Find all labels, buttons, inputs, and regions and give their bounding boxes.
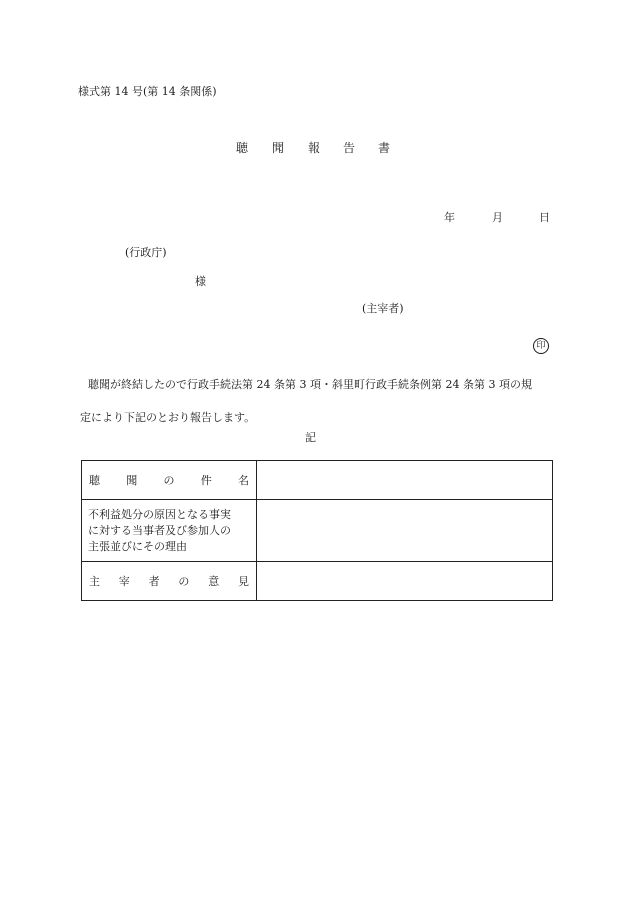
facts-label-line-3: 主張並びにその理由 xyxy=(88,539,187,553)
table-label-facts-claims xyxy=(82,500,257,562)
presider-opinion-label: 主 宰 者 の 意 見 xyxy=(89,575,249,588)
report-body xyxy=(80,368,555,434)
seal-icon: 印 xyxy=(533,338,549,354)
date-month-label: 月 xyxy=(492,211,503,224)
table-label-hearing-subject xyxy=(82,461,257,500)
hearing-subject-field[interactable] xyxy=(257,461,553,500)
form-number: 様式第 14 号(第 14 条関係) xyxy=(78,85,217,98)
presider-opinion-field[interactable] xyxy=(257,562,553,601)
title-char-5: 書 xyxy=(378,141,391,155)
title-char-3: 報 xyxy=(308,141,321,155)
body-line-2: 定により下記のとおり報告します。 xyxy=(80,411,256,424)
date-day-label: 日 xyxy=(539,211,550,224)
ki-heading: 記 xyxy=(305,431,316,444)
addressee-agency: (行政庁) xyxy=(125,246,167,259)
facts-label-line-1: 不利益処分の原因となる事実 xyxy=(88,507,231,521)
table-row xyxy=(82,562,553,601)
document-title xyxy=(0,142,630,156)
table-row xyxy=(82,500,553,562)
hearing-subject-label: 聴 聞 の 件 名 xyxy=(89,474,249,487)
facts-label-line-2: に対する当事者及び参加人の xyxy=(88,523,231,537)
addressee-honorific: 様 xyxy=(195,275,206,288)
title-char-4: 告 xyxy=(343,141,356,155)
table-label-presider-opinion xyxy=(82,562,257,601)
table-row xyxy=(82,461,553,500)
title-char-2: 聞 xyxy=(272,141,285,155)
presider-label: (主宰者) xyxy=(362,302,404,315)
date-year-label: 年 xyxy=(444,211,455,224)
report-table xyxy=(81,460,553,601)
facts-claims-field[interactable] xyxy=(257,500,553,562)
title-char-1: 聴 xyxy=(236,141,249,155)
body-line-1: 聴聞が終結したので行政手続法第 24 条第 3 項・斜里町行政手続条例第 24 条第 3 項の規 xyxy=(88,378,532,391)
